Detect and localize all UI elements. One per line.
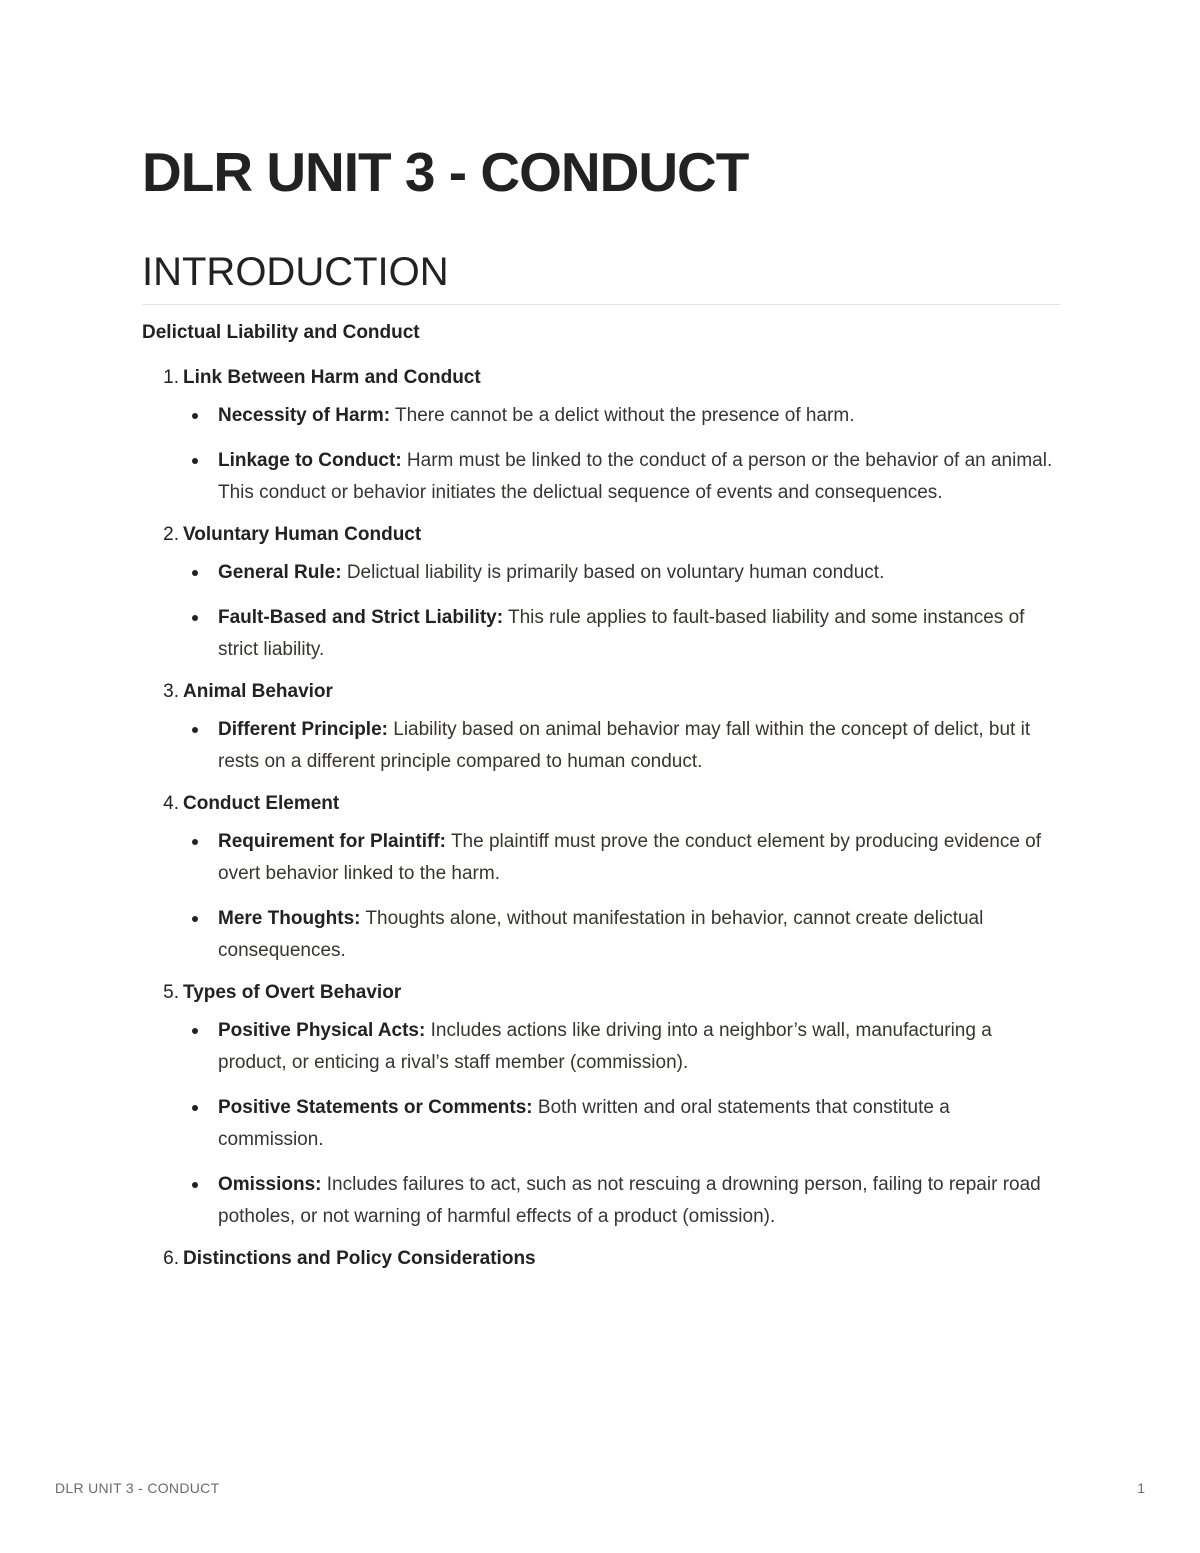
section-header	[142, 1247, 1060, 1271]
bullet-text	[218, 400, 1060, 432]
bullet-body: Includes failures to act, such as not rescuing a drowning person, failing to repair road potholes, or not warning of harmful effects of a product (omission).	[218, 1174, 1041, 1227]
bullet-term: Linkage to Conduct:	[218, 450, 402, 471]
bullet-dot-icon	[142, 602, 218, 666]
section-number-text: 2.	[163, 524, 179, 545]
bullet-text	[218, 1015, 1060, 1079]
bullet-text	[218, 714, 1060, 778]
bullet-item	[142, 714, 1060, 778]
section-label: Voluntary Human Conduct	[183, 524, 422, 545]
bullet-body: There cannot be a delict without the presence of harm.	[390, 405, 855, 426]
outline-section	[142, 523, 1060, 666]
bullet-term: General Rule:	[218, 562, 342, 583]
bullet-list	[142, 1015, 1060, 1233]
footer-title: DLR UNIT 3 - CONDUCT	[55, 1480, 220, 1496]
section-divider	[142, 304, 1060, 305]
bullet-item	[142, 1015, 1060, 1079]
outline-section	[142, 680, 1060, 778]
bullet-text	[218, 826, 1060, 890]
outline-section	[142, 1247, 1060, 1271]
bullet-item	[142, 826, 1060, 890]
bullet-term: Omissions:	[218, 1174, 322, 1195]
bullet-item	[142, 445, 1060, 509]
section-number-text: 5.	[163, 982, 179, 1003]
document-title: DLR UNIT 3 - CONDUCT	[142, 141, 749, 203]
bullet-text	[218, 903, 1060, 967]
bullet-term: Positive Statements or Comments:	[218, 1097, 533, 1118]
bullet-term: Mere Thoughts:	[218, 908, 361, 929]
outline-section	[142, 366, 1060, 509]
section-header	[142, 792, 1060, 816]
bullet-body: This rule applies to fault-based liability and some instances of strict liability.	[218, 607, 1025, 660]
section-label: Types of Overt Behavior	[183, 982, 402, 1003]
bullet-dot-icon	[142, 714, 218, 778]
bullet-item	[142, 400, 1060, 432]
bullet-dot-icon	[142, 557, 218, 589]
bullet-item	[142, 557, 1060, 589]
bullet-list	[142, 826, 1060, 967]
bullet-term: Necessity of Harm:	[218, 405, 391, 426]
bullet-text	[218, 557, 1060, 589]
section-subtitle: Delictual Liability and Conduct	[142, 322, 420, 343]
bullet-dot-icon	[142, 445, 218, 509]
bullet-body: Includes actions like driving into a neighbor’s wall, manufacturing a product, or enticing a rival’s staff member (commission).	[218, 1020, 992, 1073]
section-number	[142, 981, 179, 1005]
bullet-text	[218, 602, 1060, 666]
bullet-body: Delictual liability is primarily based on voluntary human conduct.	[341, 562, 885, 583]
section-label: Animal Behavior	[183, 681, 333, 702]
bullet-list	[142, 400, 1060, 509]
section-number-text: 6.	[163, 1248, 179, 1269]
section-heading: INTRODUCTION	[142, 250, 449, 294]
bullet-text	[218, 1092, 1060, 1156]
section-header	[142, 523, 1060, 547]
bullet-body: Harm must be linked to the conduct of a person or the behavior of an animal. This conduct or behavior initiates the delictual sequence of events and consequences.	[218, 450, 1053, 503]
bullet-term: Different Principle:	[218, 719, 388, 740]
section-header	[142, 981, 1060, 1005]
bullet-dot-icon	[142, 1092, 218, 1156]
section-label: Conduct Element	[183, 793, 340, 814]
outline-section	[142, 792, 1060, 967]
bullet-item	[142, 903, 1060, 967]
bullet-item	[142, 602, 1060, 666]
bullet-text	[218, 1169, 1060, 1233]
page-number: 1	[1137, 1480, 1145, 1496]
section-number	[142, 1247, 179, 1271]
bullet-list	[142, 714, 1060, 778]
section-number-text: 3.	[163, 681, 179, 702]
bullet-text	[218, 445, 1060, 509]
section-number	[142, 366, 179, 390]
bullet-dot-icon	[142, 826, 218, 890]
section-number	[142, 523, 179, 547]
section-number	[142, 680, 179, 704]
bullet-item	[142, 1169, 1060, 1233]
section-label: Distinctions and Policy Considerations	[183, 1248, 536, 1269]
bullet-dot-icon	[142, 1169, 218, 1233]
bullet-dot-icon	[142, 1015, 218, 1079]
bullet-term: Fault-Based and Strict Liability:	[218, 607, 504, 628]
bullet-list	[142, 557, 1060, 666]
bullet-dot-icon	[142, 903, 218, 967]
section-header	[142, 366, 1060, 390]
bullet-body: Liability based on animal behavior may fall within the concept of delict, but it rests on a different principle compared to human conduct.	[218, 719, 1031, 772]
bullet-dot-icon	[142, 400, 218, 432]
section-header	[142, 680, 1060, 704]
bullet-body: Both written and oral statements that constitute a commission.	[218, 1097, 950, 1150]
section-number	[142, 792, 179, 816]
outline-list	[142, 366, 1060, 1285]
section-number-text: 1.	[163, 367, 179, 388]
outline-section	[142, 981, 1060, 1233]
section-number-text: 4.	[163, 793, 179, 814]
bullet-body: The plaintiff must prove the conduct element by producing evidence of overt behavior linked to the harm.	[218, 831, 1042, 884]
bullet-body: Thoughts alone, without manifestation in behavior, cannot create delictual consequences.	[218, 908, 984, 961]
bullet-item	[142, 1092, 1060, 1156]
bullet-term: Positive Physical Acts:	[218, 1020, 426, 1041]
section-label: Link Between Harm and Conduct	[183, 367, 481, 388]
bullet-term: Requirement for Plaintiff:	[218, 831, 447, 852]
